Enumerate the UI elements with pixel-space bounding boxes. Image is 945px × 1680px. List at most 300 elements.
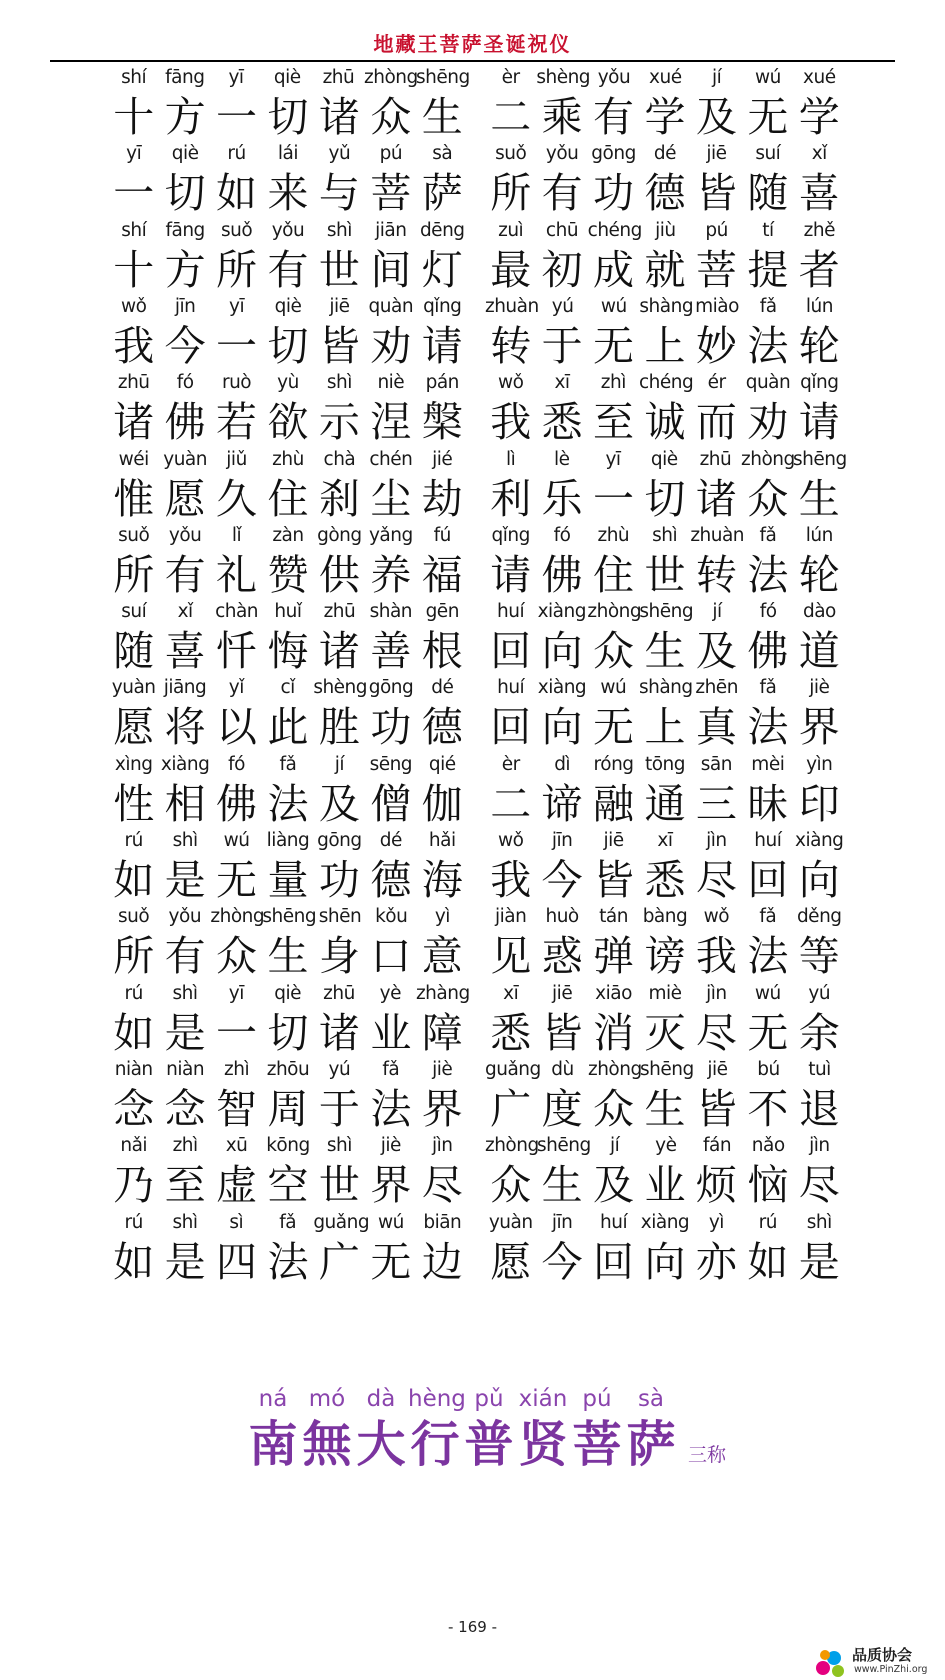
- hanzi-character: 妙: [695, 321, 737, 370]
- pinyin-syllable: yú: [551, 295, 574, 317]
- hanzi-character: 见: [490, 932, 532, 981]
- hanzi-character: 福: [421, 550, 463, 599]
- hanzi-character: 皆: [695, 1084, 737, 1133]
- hanzi-character: 一: [216, 93, 258, 141]
- hanzi-row: [485, 319, 845, 373]
- pinyin-syllable: yī: [605, 448, 621, 470]
- hanzi-character: 所: [490, 169, 532, 218]
- pinyin-syllable: jí: [712, 601, 722, 623]
- hanzi-character: 菩: [695, 245, 737, 294]
- pinyin-syllable: róng: [593, 753, 634, 775]
- hanzi-row: [108, 1158, 468, 1212]
- hanzi-character: 众: [747, 474, 789, 523]
- hanzi-character: 劝: [747, 398, 789, 447]
- pinyin-syllable: xué: [803, 67, 836, 88]
- hanzi-character: 方: [164, 93, 206, 141]
- pinyin-row: [108, 142, 468, 166]
- verse-line: [108, 676, 468, 756]
- hanzi-character: 生: [798, 474, 840, 523]
- pinyin-syllable: fāng: [165, 219, 205, 241]
- pinyin-syllable: zhū: [323, 982, 355, 1004]
- pinyin-syllable: wú: [600, 677, 627, 699]
- hanzi-character: 我: [695, 932, 737, 981]
- pinyin-syllable: huí: [497, 677, 525, 699]
- pinyin-syllable: dé: [653, 143, 677, 165]
- pinyin-syllable: sēng: [369, 753, 413, 775]
- pinyin-syllable: shàng: [638, 677, 693, 699]
- pinyin-syllable: shēng: [793, 448, 847, 470]
- pinyin-syllable: yī: [126, 143, 142, 165]
- pinyin-syllable: quàn: [745, 372, 791, 394]
- pinyin-syllable: wǒ: [703, 906, 730, 928]
- hanzi-character: 障: [421, 1008, 463, 1057]
- verse-line: [108, 905, 468, 985]
- hanzi-character: 佛: [164, 398, 206, 447]
- pinyin-syllable: fó: [228, 753, 245, 775]
- hanzi-character: 及: [695, 627, 737, 676]
- hanzi-character: 世: [318, 245, 360, 294]
- verse-line: [108, 142, 468, 222]
- hanzi-character: 所: [113, 932, 155, 981]
- pinyin-syllable: wǒ: [120, 295, 147, 317]
- invocation-pinyin-syllable: xián: [518, 1386, 568, 1412]
- pinyin-syllable: zhòng: [485, 1135, 539, 1157]
- hanzi-character: 二: [490, 779, 532, 828]
- pinyin-row: [108, 448, 468, 472]
- pinyin-syllable: shēng: [640, 1058, 694, 1080]
- pinyin-syllable: qiè: [274, 295, 302, 317]
- pinyin-syllable: suǒ: [118, 906, 150, 928]
- hanzi-character: 随: [113, 627, 155, 676]
- pinyin-syllable: zhě: [803, 219, 835, 241]
- hanzi-character: 尽: [695, 856, 737, 904]
- hanzi-character: 悉: [541, 398, 583, 447]
- hanzi-character: 无: [593, 703, 635, 752]
- pinyin-syllable: jìn: [706, 830, 727, 851]
- pinyin-syllable: zhù: [272, 448, 304, 470]
- pinyin-syllable: mèi: [751, 753, 785, 775]
- hanzi-character: 以: [216, 703, 258, 752]
- hanzi-character: 有: [164, 932, 206, 981]
- hanzi-character: 念: [164, 1084, 206, 1133]
- pinyin-syllable: qǐng: [800, 372, 839, 394]
- pinyin-syllable: fú: [433, 524, 451, 546]
- pinyin-syllable: jīn: [551, 1211, 573, 1233]
- hanzi-character: 无: [747, 93, 789, 141]
- pinyin-syllable: gōng: [368, 677, 414, 699]
- hanzi-character: 法: [747, 550, 789, 599]
- pinyin-syllable: guǎng: [485, 1058, 541, 1080]
- verse-line: [108, 371, 468, 451]
- pinyin-syllable: zhù: [597, 524, 630, 546]
- pinyin-syllable: rú: [124, 1211, 143, 1233]
- hanzi-character: 欲: [267, 398, 309, 447]
- pinyin-syllable: ruò: [221, 372, 252, 394]
- verse-line: [485, 295, 845, 375]
- pinyin-row: [485, 905, 845, 929]
- pinyin-syllable: tuì: [808, 1058, 831, 1080]
- pinyin-syllable: yuàn: [488, 1211, 533, 1233]
- hanzi-character: 佛: [216, 779, 258, 828]
- hanzi-character: 成: [593, 245, 635, 294]
- hanzi-character: 向: [644, 1237, 686, 1286]
- pinyin-syllable: shēng: [262, 906, 317, 928]
- hanzi-character: 是: [164, 1237, 206, 1286]
- hanzi-character: 业: [370, 1008, 412, 1057]
- pinyin-syllable: yì: [708, 1211, 724, 1233]
- invocation-hanzi-character: 贤: [518, 1416, 568, 1473]
- hanzi-character: 谤: [644, 932, 686, 981]
- pinyin-syllable: shí: [121, 67, 147, 88]
- pinyin-syllable: dé: [379, 830, 402, 851]
- pinyin-row: [108, 676, 468, 700]
- hanzi-character: 乐: [541, 474, 583, 523]
- hanzi-character: 养: [370, 550, 412, 599]
- hanzi-character: 劝: [370, 321, 412, 370]
- pinyin-syllable: jiē: [603, 830, 624, 851]
- pinyin-syllable: lái: [277, 143, 299, 165]
- hanzi-character: 界: [370, 1161, 412, 1210]
- hanzi-character: 诸: [318, 627, 360, 676]
- pinyin-syllable: shēn: [318, 906, 362, 928]
- hanzi-character: 真: [695, 703, 737, 752]
- hanzi-character: 及: [318, 779, 360, 828]
- hanzi-character: 周: [267, 1084, 309, 1133]
- pinyin-syllable: lè: [554, 448, 570, 470]
- pinyin-syllable: jīn: [174, 295, 196, 317]
- pinyin-syllable: fó: [759, 601, 777, 623]
- pinyin-syllable: bàng: [642, 906, 688, 928]
- pinyin-row: [108, 1211, 468, 1235]
- pinyin-syllable: fǎ: [759, 295, 777, 317]
- hanzi-character: 我: [490, 856, 532, 904]
- pinyin-syllable: qiè: [274, 982, 302, 1004]
- pinyin-syllable: qiè: [171, 143, 199, 165]
- invocation-pinyin-syllable: ná: [258, 1386, 288, 1412]
- hanzi-character: 广: [318, 1237, 360, 1286]
- invocation-hanzi-character: 無: [302, 1416, 352, 1473]
- pinyin-row: [108, 905, 468, 929]
- verse-line: [108, 1211, 468, 1291]
- pinyin-row: [485, 1134, 845, 1158]
- pinyin-syllable: chéng: [638, 372, 694, 394]
- hanzi-character: 随: [747, 169, 789, 218]
- pinyin-syllable: dì: [554, 753, 571, 775]
- verse-line: [108, 982, 468, 1062]
- hanzi-character: 量: [267, 856, 309, 904]
- pinyin-row: [108, 982, 468, 1006]
- invocation-pinyin-syllable: hèng: [408, 1386, 466, 1412]
- hanzi-character: 广: [490, 1084, 532, 1133]
- hanzi-character: 我: [490, 398, 532, 447]
- pinyin-syllable: xiàng: [795, 830, 844, 851]
- hanzi-row: [485, 1082, 845, 1136]
- hanzi-character: 业: [644, 1161, 686, 1210]
- hanzi-character: 回: [490, 627, 532, 676]
- hanzi-character: 初: [541, 245, 583, 294]
- hanzi-row: [108, 243, 468, 297]
- pinyin-syllable: jiǔ: [226, 448, 247, 470]
- hanzi-character: 德: [644, 169, 686, 218]
- pinyin-syllable: xiàng: [160, 753, 210, 775]
- hanzi-character: 请: [421, 321, 463, 370]
- pinyin-syllable: zhòng: [587, 601, 642, 623]
- hanzi-row: [485, 1235, 845, 1289]
- pinyin-syllable: fǎ: [382, 1058, 400, 1080]
- hanzi-character: 一: [216, 1008, 258, 1057]
- hanzi-character: 僧: [370, 779, 412, 828]
- pinyin-syllable: zhòng: [588, 1058, 642, 1080]
- hanzi-character: 于: [541, 321, 583, 370]
- watermark-name: 品质协会: [852, 1646, 913, 1664]
- pinyin-syllable: jiān: [375, 219, 407, 241]
- pinyin-row: [485, 295, 845, 319]
- pinyin-syllable: yú: [808, 982, 831, 1004]
- hanzi-character: 今: [541, 856, 583, 904]
- hanzi-character: 如: [216, 169, 258, 218]
- hanzi-character: 善: [370, 627, 412, 676]
- pinyin-syllable: zhòng: [364, 67, 418, 88]
- pinyin-syllable: èr: [501, 753, 520, 775]
- pinyin-row: [108, 219, 468, 243]
- verse-line: [108, 524, 468, 604]
- hanzi-row: [108, 90, 468, 144]
- pinyin-row: [485, 66, 845, 90]
- pinyin-row: [485, 219, 845, 243]
- hanzi-character: 是: [798, 1237, 840, 1286]
- hanzi-character: 众: [490, 1161, 532, 1210]
- pinyin-syllable: huí: [497, 601, 525, 623]
- verse-line: [485, 524, 845, 604]
- page-title: 地藏王菩萨圣诞祝仪: [373, 32, 572, 56]
- pinyin-syllable: jiē: [706, 143, 727, 165]
- hanzi-character: 就: [644, 245, 686, 294]
- pinyin-syllable: yè: [655, 1135, 677, 1157]
- pinyin-row: [485, 600, 845, 624]
- pinyin-syllable: shì: [326, 219, 352, 241]
- pinyin-syllable: dù: [551, 1058, 574, 1080]
- pinyin-syllable: pú: [379, 143, 403, 165]
- invocation-note: 三称: [688, 1444, 727, 1466]
- pinyin-syllable: guǎng: [313, 1211, 370, 1233]
- invocation-hanzi-character: 南: [248, 1416, 298, 1473]
- hanzi-row: [108, 395, 468, 449]
- pinyin-syllable: jìn: [809, 1135, 830, 1157]
- hanzi-character: 是: [164, 1008, 206, 1057]
- hanzi-character: 切: [267, 1008, 309, 1057]
- hanzi-character: 转: [490, 321, 532, 370]
- hanzi-character: 功: [593, 169, 635, 218]
- hanzi-character: 礼: [216, 550, 258, 599]
- pinyin-syllable: kǒu: [375, 906, 408, 928]
- pinyin-syllable: děng: [796, 906, 842, 928]
- pinyin-row: [485, 676, 845, 700]
- pinyin-syllable: xī: [503, 982, 519, 1004]
- hanzi-character: 胜: [318, 703, 360, 752]
- invocation-hanzi-row: [246, 1412, 726, 1482]
- pinyin-syllable: yì: [434, 906, 450, 928]
- hanzi-character: 是: [164, 856, 206, 904]
- pinyin-syllable: lǐ: [231, 524, 242, 546]
- pinyin-syllable: jiè: [432, 1058, 453, 1080]
- hanzi-character: 及: [695, 93, 737, 141]
- pinyin-syllable: sì: [229, 1211, 244, 1233]
- pinyin-syllable: xìng: [114, 753, 153, 775]
- pinyin-syllable: xǐ: [811, 143, 827, 165]
- hanzi-row: [108, 700, 468, 754]
- hanzi-character: 至: [593, 398, 635, 447]
- hanzi-character: 如: [113, 1008, 155, 1057]
- hanzi-character: 界: [421, 1084, 463, 1133]
- hanzi-character: 二: [490, 93, 532, 141]
- verse-line: [485, 219, 845, 299]
- verse-line: [108, 829, 468, 909]
- hanzi-character: 无: [593, 321, 635, 370]
- hanzi-character: 愿: [490, 1237, 532, 1286]
- pinyin-syllable: jiàn: [495, 906, 527, 928]
- pinyin-syllable: wǒ: [497, 830, 524, 851]
- pinyin-syllable: quàn: [368, 295, 414, 317]
- hanzi-character: 印: [798, 779, 840, 828]
- hanzi-row: [485, 166, 845, 220]
- pinyin-syllable: zhū: [323, 601, 356, 623]
- pinyin-syllable: yù: [277, 372, 299, 394]
- pinyin-syllable: zhòng: [210, 906, 265, 928]
- hanzi-character: 口: [370, 932, 412, 981]
- pinyin-syllable: zhū: [117, 372, 150, 394]
- hanzi-row: [108, 1006, 468, 1060]
- hanzi-character: 无: [747, 1008, 789, 1057]
- hanzi-row: [485, 395, 845, 449]
- hanzi-character: 劫: [421, 474, 463, 523]
- pinyin-syllable: zhòng: [741, 448, 795, 470]
- pinyin-syllable: sà: [432, 143, 453, 165]
- invocation-pinyin-row: [246, 1384, 678, 1414]
- hanzi-character: 悔: [267, 627, 309, 676]
- hanzi-character: 法: [747, 703, 789, 752]
- pinyin-syllable: hǎi: [428, 830, 456, 851]
- pinyin-syllable: rú: [758, 1211, 777, 1233]
- hanzi-character: 一: [216, 321, 258, 370]
- header-rule: [50, 60, 895, 62]
- verse-line: [108, 1058, 468, 1138]
- pinyin-syllable: nǎi: [120, 1135, 148, 1157]
- verse-line: [485, 1134, 845, 1214]
- pinyin-syllable: miào: [695, 295, 739, 317]
- verse-line: [108, 66, 468, 146]
- hanzi-character: 道: [798, 627, 840, 676]
- hanzi-character: 忏: [216, 627, 258, 676]
- hanzi-character: 如: [113, 856, 155, 904]
- hanzi-character: 边: [421, 1237, 463, 1286]
- pinyin-syllable: wéi: [118, 448, 149, 470]
- hanzi-row: [485, 624, 845, 678]
- hanzi-character: 度: [541, 1084, 583, 1133]
- pinyin-syllable: qiè: [650, 448, 678, 470]
- pinyin-syllable: jiē: [707, 1058, 728, 1080]
- pinyin-syllable: niè: [377, 372, 405, 394]
- hanzi-character: 生: [644, 627, 686, 676]
- pinyin-syllable: chéng: [587, 219, 642, 241]
- verse-line: [485, 905, 845, 985]
- pinyin-syllable: wú: [600, 295, 627, 317]
- hanzi-character: 轮: [798, 321, 840, 370]
- hanzi-row: [108, 1082, 468, 1136]
- pinyin-syllable: jiè: [809, 677, 830, 699]
- hanzi-character: 弹: [593, 932, 635, 981]
- hanzi-character: 功: [370, 703, 412, 752]
- hanzi-character: 消: [593, 1008, 635, 1057]
- hanzi-character: 生: [267, 932, 309, 981]
- pinyin-syllable: qǐng: [423, 295, 462, 317]
- hanzi-character: 回: [490, 703, 532, 752]
- pinyin-syllable: liàng: [266, 830, 310, 851]
- hanzi-character: 切: [267, 321, 309, 370]
- invocation-pinyin-syllable: mó: [308, 1386, 346, 1412]
- pinyin-syllable: qǐng: [491, 524, 530, 546]
- verse-line: [485, 1058, 845, 1138]
- verse-line: [485, 448, 845, 528]
- hanzi-character: 诚: [644, 398, 686, 447]
- hanzi-character: 涅: [370, 398, 412, 447]
- hanzi-character: 尘: [370, 474, 412, 523]
- hanzi-character: 法: [747, 932, 789, 981]
- hanzi-character: 若: [216, 398, 258, 447]
- pinyin-syllable: shì: [326, 372, 352, 394]
- hanzi-row: [108, 166, 468, 220]
- pinyin-syllable: shí: [121, 219, 147, 241]
- pinyin-syllable: jiāng: [163, 677, 207, 699]
- hanzi-character: 惟: [113, 474, 155, 523]
- pinyin-syllable: fán: [702, 1135, 732, 1157]
- pinyin-row: [485, 1211, 845, 1235]
- hanzi-character: 今: [541, 1237, 583, 1286]
- pinyin-syllable: wú: [754, 982, 781, 1004]
- pinyin-syllable: tí: [762, 219, 774, 241]
- pinyin-row: [485, 524, 845, 548]
- hanzi-row: [485, 243, 845, 297]
- hanzi-character: 一: [593, 474, 635, 523]
- hanzi-row: [485, 1158, 845, 1212]
- verse-line: [108, 295, 468, 375]
- hanzi-character: 生: [421, 93, 463, 141]
- pinyin-syllable: fó: [553, 524, 571, 546]
- hanzi-character: 一: [113, 169, 155, 218]
- pinyin-syllable: kōng: [266, 1135, 310, 1157]
- pinyin-syllable: fǎ: [279, 753, 297, 775]
- pinyin-syllable: zhì: [224, 1058, 250, 1080]
- hanzi-character: 菩: [370, 169, 412, 218]
- pinyin-syllable: yuàn: [163, 448, 207, 470]
- hanzi-character: 尽: [421, 1161, 463, 1210]
- invocation-pinyin-syllable: pǔ: [474, 1386, 504, 1412]
- hanzi-character: 者: [798, 245, 840, 294]
- hanzi-character: 退: [798, 1084, 840, 1133]
- hanzi-row: [485, 929, 845, 983]
- hanzi-character: 学: [644, 93, 686, 141]
- pinyin-syllable: pú: [705, 219, 728, 241]
- verse-line: [485, 982, 845, 1062]
- pinyin-syllable: yú: [328, 1058, 351, 1080]
- pinyin-syllable: jí: [609, 1135, 620, 1157]
- hanzi-character: 余: [798, 1008, 840, 1057]
- hanzi-character: 德: [421, 703, 463, 752]
- pinyin-syllable: yī: [228, 67, 244, 88]
- pinyin-syllable: fǎ: [759, 524, 777, 546]
- pinyin-syllable: qié: [428, 753, 456, 775]
- invocation-pinyin-syllable: pú: [582, 1386, 612, 1412]
- pinyin-syllable: xiàng: [537, 601, 586, 623]
